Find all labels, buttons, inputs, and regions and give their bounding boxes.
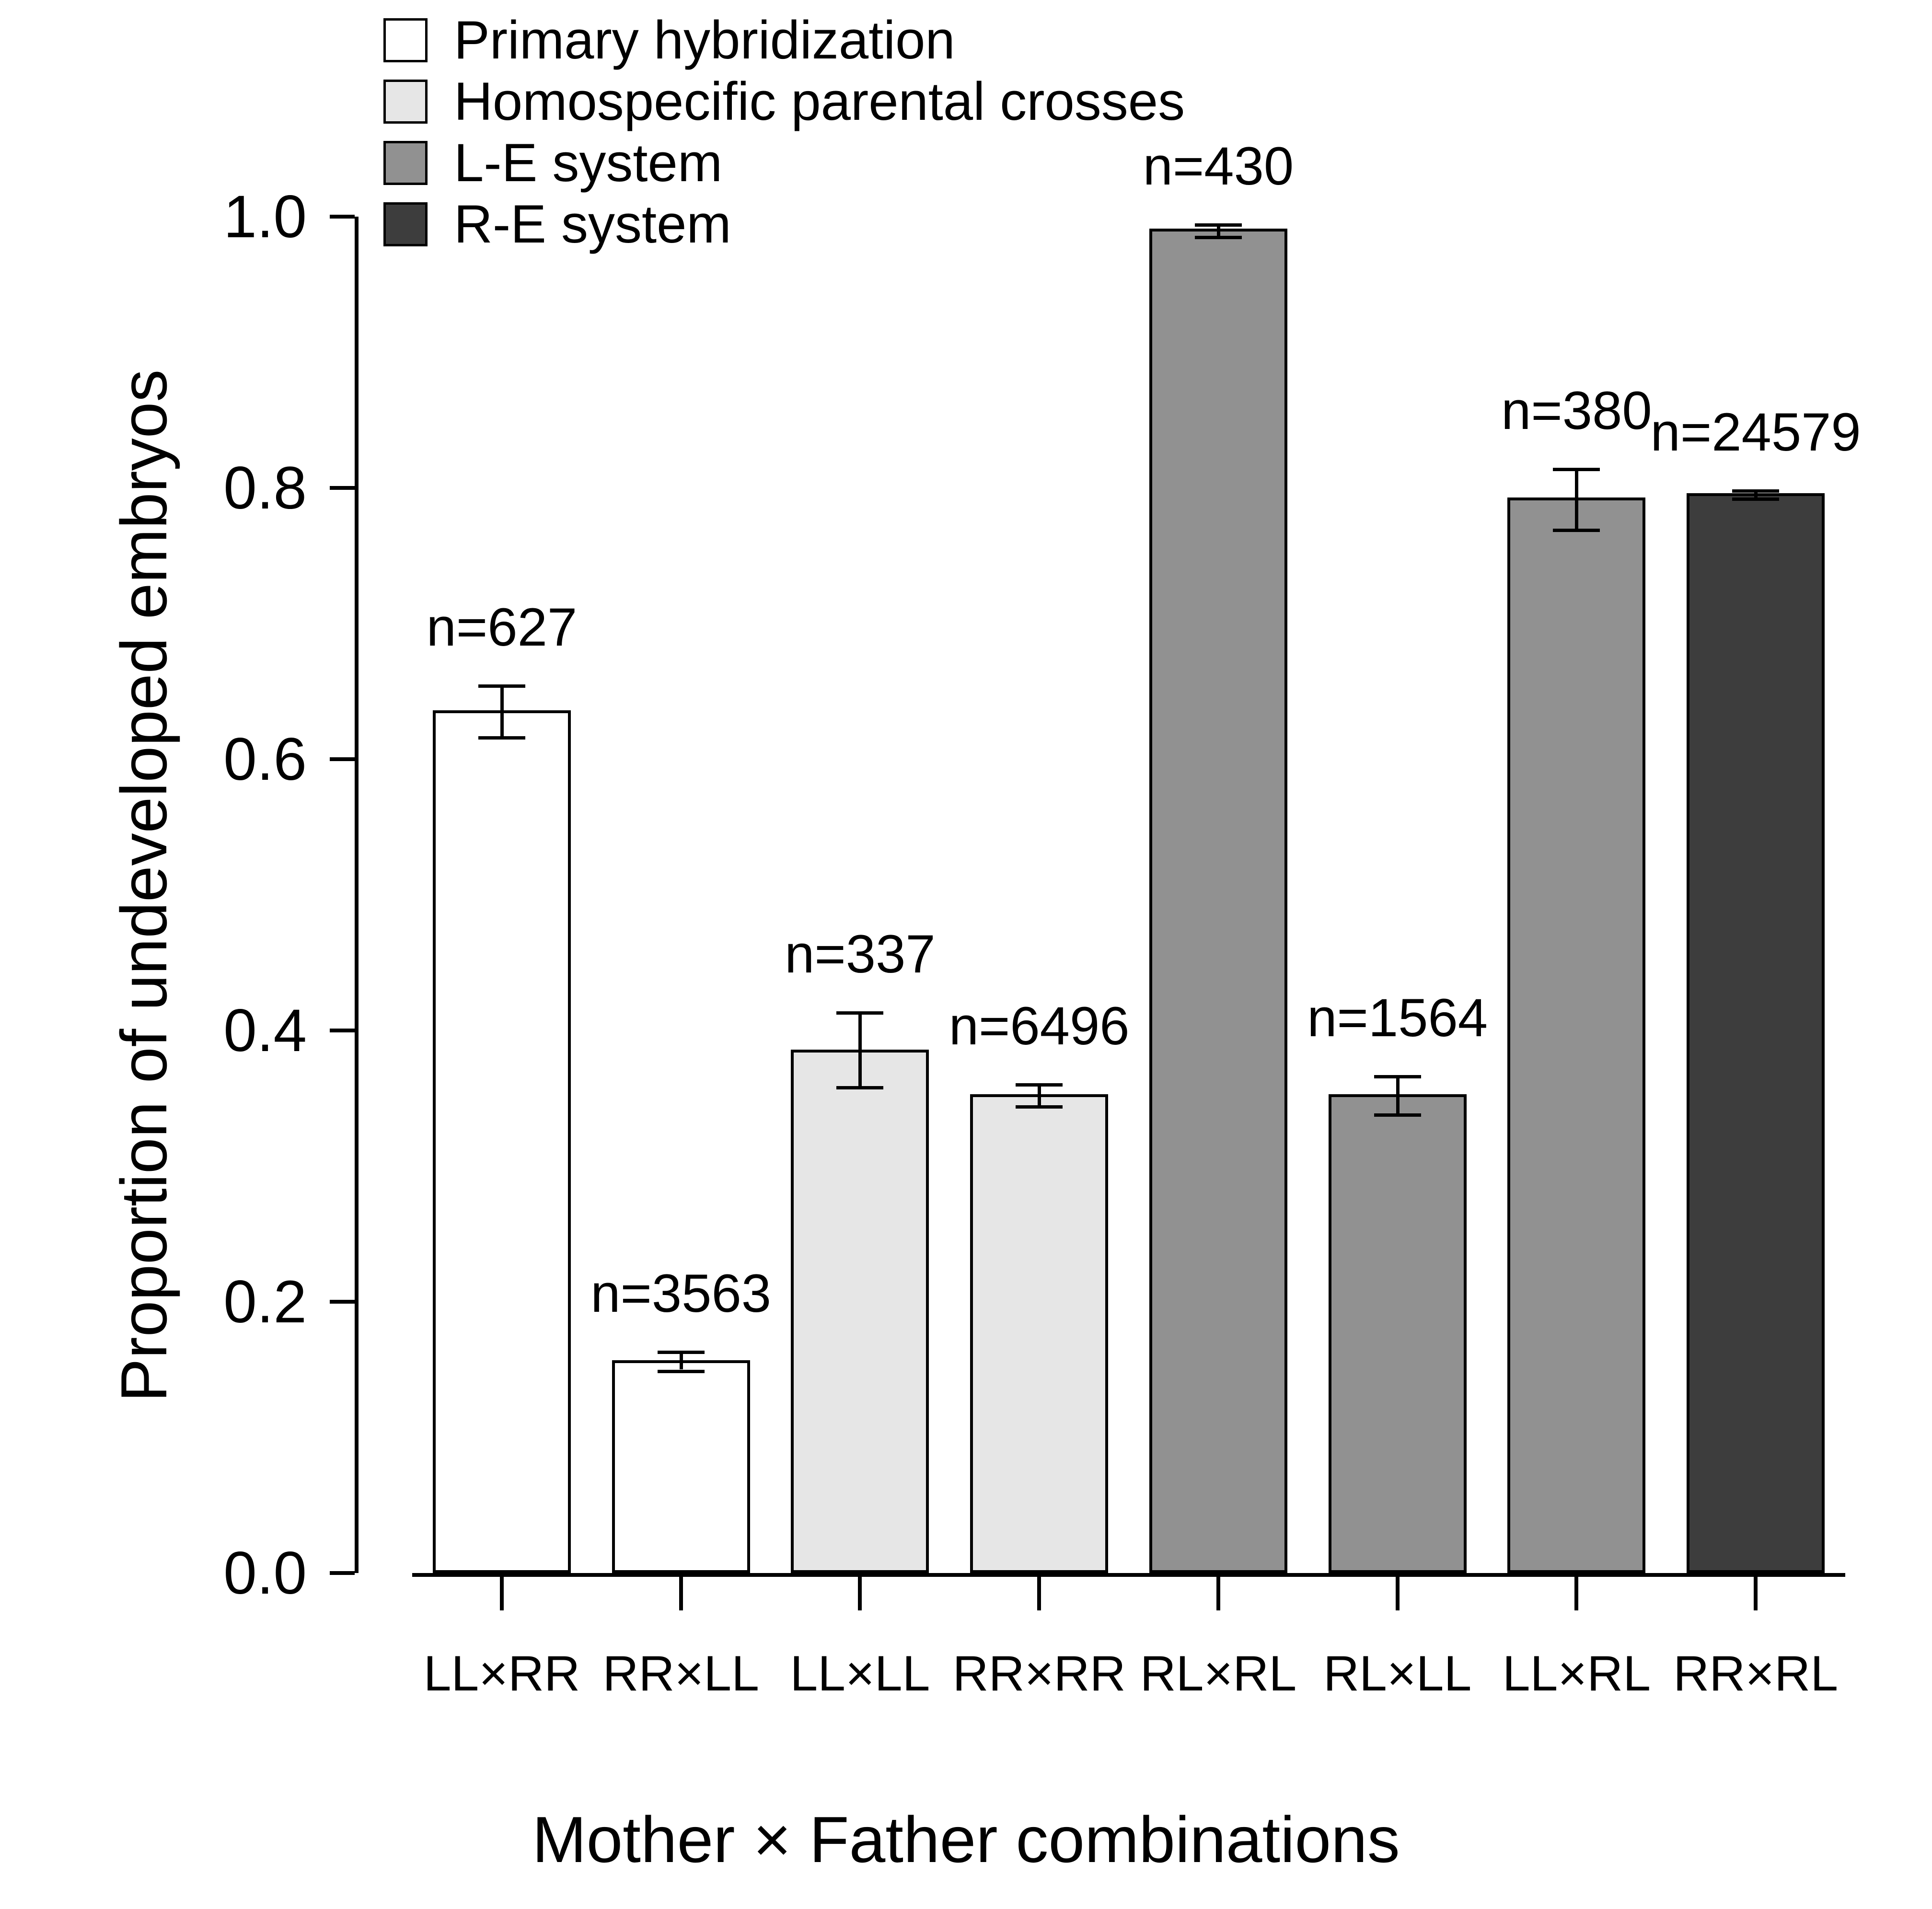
x-axis-tick-label: LL×LL	[790, 1646, 930, 1701]
error-bar-cap	[836, 1011, 883, 1015]
error-bar-cap	[478, 736, 525, 740]
bar	[1687, 493, 1825, 1573]
y-axis-line	[355, 217, 359, 1573]
bar-value-label: n=337	[785, 924, 936, 984]
bar-value-label: n=6496	[949, 996, 1130, 1056]
error-bar-cap	[658, 1370, 705, 1373]
x-axis-tick	[679, 1577, 683, 1610]
error-bar-cap	[1553, 468, 1600, 471]
bar	[612, 1360, 750, 1573]
error-bar-cap	[1195, 236, 1242, 239]
y-axis-tick	[330, 1300, 355, 1304]
error-bar	[858, 1011, 862, 1086]
x-axis-tick	[1037, 1577, 1041, 1610]
x-axis-tick-label: LL×RR	[423, 1646, 580, 1701]
x-axis-tick-label: RR×RR	[952, 1646, 1126, 1701]
error-bar-cap	[1374, 1075, 1421, 1078]
x-axis-tick	[1754, 1577, 1758, 1610]
error-bar-cap	[658, 1351, 705, 1354]
legend-label: R-E system	[454, 194, 731, 254]
y-axis-tick	[330, 1571, 355, 1575]
y-axis-tick-label: 0.0	[223, 1540, 307, 1607]
y-axis-tick	[330, 757, 355, 761]
error-bar-cap	[1374, 1113, 1421, 1117]
error-bar-cap	[836, 1086, 883, 1089]
y-axis-tick-label: 0.8	[223, 455, 307, 521]
bar-value-label: n=430	[1143, 136, 1294, 197]
x-axis-title: Mother × Father combinations	[532, 1803, 1400, 1876]
bar-value-label: n=627	[426, 597, 578, 658]
legend-label: Homospecific parental crosses	[454, 71, 1185, 131]
bar	[433, 710, 571, 1573]
bar-value-label: n=24579	[1650, 402, 1861, 462]
bar	[970, 1094, 1108, 1573]
error-bar-cap	[1732, 489, 1779, 493]
x-axis-tick	[1396, 1577, 1400, 1610]
legend-label: L-E system	[454, 133, 723, 193]
y-axis-tick-label: 0.4	[223, 997, 307, 1064]
error-bar-cap	[1732, 497, 1779, 501]
x-axis-tick	[1574, 1577, 1578, 1610]
error-bar	[1575, 468, 1578, 529]
x-axis-tick	[1216, 1577, 1220, 1610]
x-axis-line	[412, 1573, 1845, 1577]
bar	[791, 1050, 929, 1573]
error-bar-cap	[1016, 1105, 1063, 1109]
x-axis-tick-label: RL×RL	[1140, 1646, 1297, 1701]
bar	[1507, 497, 1645, 1573]
y-axis-tick	[330, 215, 355, 219]
error-bar-cap	[478, 684, 525, 688]
x-axis-tick	[500, 1577, 504, 1610]
y-axis-tick	[330, 1029, 355, 1032]
error-bar-cap	[1016, 1083, 1063, 1087]
bar	[1149, 229, 1287, 1573]
bar-value-label: n=380	[1501, 380, 1652, 440]
error-bar-cap	[1195, 223, 1242, 227]
x-axis-tick-label: RL×LL	[1323, 1646, 1472, 1701]
bar	[1329, 1094, 1467, 1573]
y-axis-tick-label: 1.0	[223, 184, 307, 250]
y-axis-tick-label: 0.2	[223, 1269, 307, 1335]
y-axis-tick-label: 0.6	[223, 726, 307, 793]
error-bar	[500, 684, 504, 736]
y-axis-title: Proportion of undeveloped embryos	[107, 369, 180, 1402]
bar-value-label: n=3563	[590, 1263, 772, 1323]
error-bar	[1396, 1075, 1400, 1113]
y-axis-tick	[330, 486, 355, 490]
bar-value-label: n=1564	[1307, 988, 1488, 1048]
x-axis-tick-label: RR×LL	[602, 1646, 759, 1701]
x-axis-tick-label: RR×RL	[1673, 1646, 1839, 1701]
x-axis-tick	[858, 1577, 862, 1610]
x-axis-tick-label: LL×RL	[1502, 1646, 1651, 1701]
legend-label: Primary hybridization	[454, 10, 955, 70]
error-bar-cap	[1553, 529, 1600, 532]
